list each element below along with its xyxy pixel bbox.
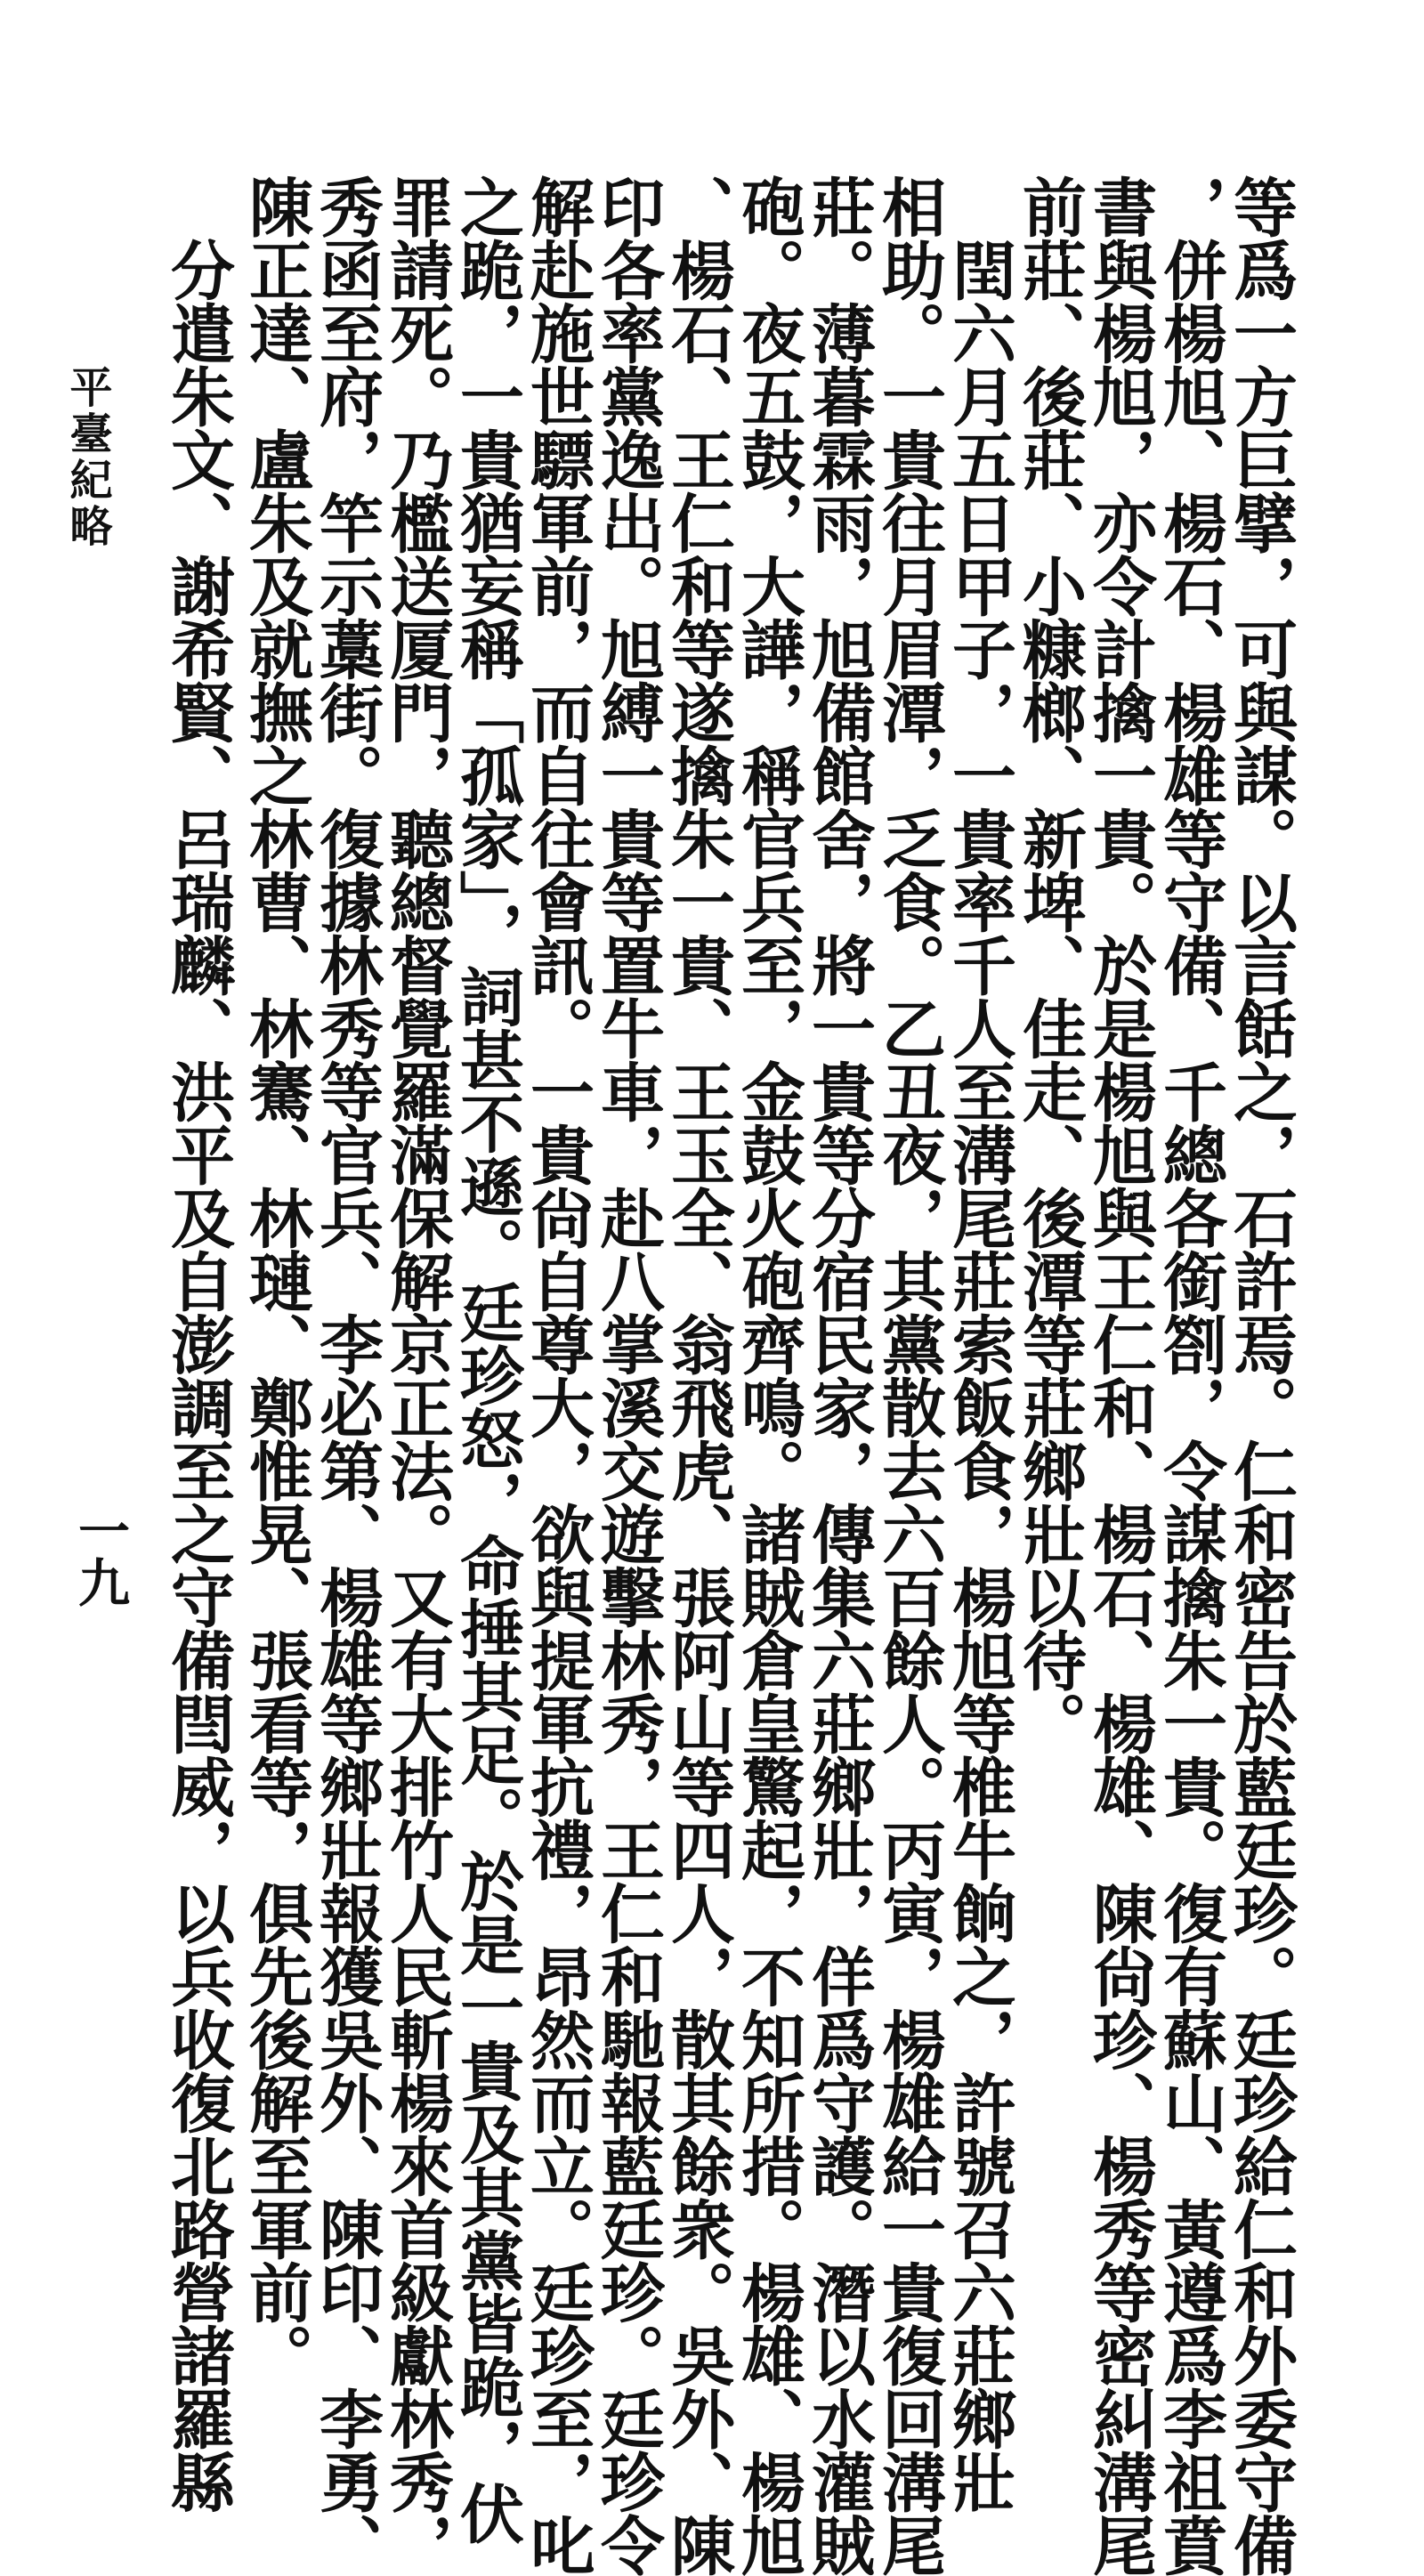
text-column: 解赴施世驃軍前，而自往會訊。一貴尙自尊大，欲與提軍抗禮，昂然而立。廷珍至，叱 <box>520 174 595 2576</box>
text-column: 等爲一方巨擘，可與謀。以言餂之，石許焉。仁和密告於藍廷珍。廷珍給仁和外委守備 <box>1223 174 1299 2576</box>
page-number: 一九 <box>69 1504 130 1608</box>
text-column: 前莊、後莊、小糠榔、新埤、佳走、後潭等莊鄉壯以待。 <box>1012 174 1088 1754</box>
text-column: 之跪，一貴猶妄稱「孤家」，詞甚不遜。廷珍怒，命捶其足。於是一貴及其黨皆跪，伏 <box>449 174 525 2544</box>
running-title: 平臺紀略 <box>62 365 112 550</box>
text-column: 書與楊旭，亦令計擒一貴。於是楊旭與王仁和、楊石、楊雄、陳尙珍、楊秀等密糾溝尾 <box>1082 174 1158 2576</box>
text-column: 罪請死。乃檻送厦門，聽總督覺羅滿保解京正法。又有大排竹人民斬楊來首級獻林秀， <box>379 174 455 2576</box>
text-column: ，併楊旭、楊石、楊雄等守備、千總各銜劄，令謀擒朱一貴。復有蘇山、黃遵爲李祖賁 <box>1153 174 1228 2576</box>
text-column: 分遣朱文、謝希賢、呂瑞麟、洪平及自澎調至之守備閆威，以兵收復北路營諸羅縣 <box>160 174 236 2513</box>
text-column: 陳正達、盧朱及就撫之林曹、林騫、林璉、鄭惟晃、張看等，俱先後解至軍前。 <box>239 174 314 2386</box>
text-column: 相助。一貴往月眉潭，乏食。乙丑夜，其黨散去六百餘人。丙寅，楊雄給一貴復回溝尾 <box>871 174 947 2576</box>
text-column: 閏六月五日甲子，一貴率千人至溝尾莊索飯食，楊旭等椎牛餉之，許號召六莊鄉壯 <box>942 174 1017 2513</box>
text-column: 、楊石、王仁和等遂擒朱一貴、王玉全、翁飛虎、張阿山等四人，散其餘衆。吳外、陳 <box>660 174 736 2576</box>
text-column: 印各率黨逸出。旭縛一貴等置牛車，赴八掌溪交遊擊林秀，王仁和馳報藍廷珍。廷珍令 <box>590 174 666 2576</box>
text-column: 莊。薄暮霖雨，旭備館舍，將一貴等分宿民家，傳集六莊鄉壯，佯爲守護。潛以水灌賊 <box>801 174 877 2576</box>
text-column: 秀函至府，竿示藁街。復據林秀等官兵、李必第、楊雄等鄉壯報獲吳外、陳印、李勇、 <box>309 174 384 2576</box>
text-column: 砲。夜五鼓，大譁，稱官兵至，金鼓火砲齊鳴。諸賊倉皇驚起，不知所措。楊雄、楊旭 <box>731 174 806 2576</box>
